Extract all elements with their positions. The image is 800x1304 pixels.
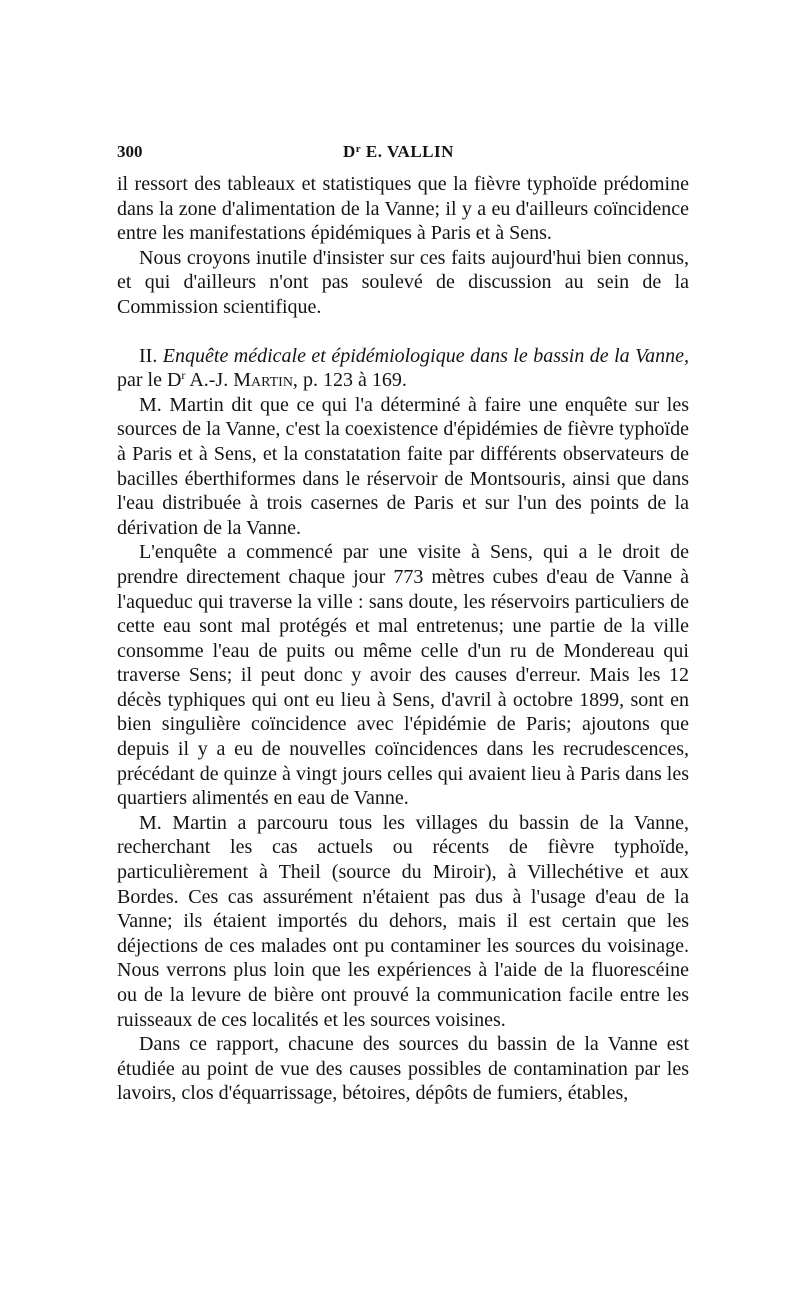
paragraph-commission: Nous croyons inutile d'insister sur ces faits aujourd'hui bien connus, et qui d'ailleurs n'ont pas soulevé de discussion au sein de la Commission scientifique. [117, 246, 689, 318]
author-prefix: D [343, 142, 356, 161]
book-page [117, 142, 689, 1106]
section-heading [117, 344, 689, 393]
paragraph-report: Dans ce rapport, chacune des sources du bassin de la Vanne est étudiée au point de vue des causes possibles de contamination par les lavoirs, clos d'équarrissage, bétoires, dépôts de fumiers, étables, [117, 1033, 689, 1105]
section-number: II. [139, 344, 158, 367]
running-header [117, 142, 689, 172]
paragraph-villages: M. Martin a parcouru tous les villages du bassin de la Vanne, recherchant les cas actuels ou récents de fièvre typhoïde, particulièrement à Theil (source du Miroir), à Villechétive et aux Bordes. Ces cas assurément n'étaient pas dus à l'usage d'eau de la Vanne; ils étaient importés du dehors, mais il est certain que les déjections de ces malades ont pu contaminer les sources du voisinage. Nous verrons plus loin que les expériences à l'aide de la fluorescéine ou de la levure de bière ont prouvé la communication facile entre les ruisseaux de ces localités et les sources voisines. [117, 811, 689, 1031]
section-spacer [117, 320, 689, 344]
section-title: Enquête médicale et épidémiologique dans le bassin de la Vanne, [162, 344, 690, 367]
section-author-name: Martin, [233, 369, 298, 392]
section-by-sup: r [181, 368, 186, 383]
paragraph-martin-intro: M. Martin dit que ce qui l'a déterminé à faire une enquête sur les sources de la Vanne, c'est la coexistence d'épidémies de fièvre typhoïde à Paris et à Sens, et la constatation faite par différents observateurs de bacilles éberthiformes dans le réservoir de Montsouris, ainsi que dans l'eau distribuée à trois casernes de Paris et sur l'un des points de la dérivation de la Vanne. [117, 393, 689, 539]
section-by: par le D [117, 369, 182, 392]
section-author-initials: A.-J. [189, 369, 229, 392]
section-pages: p. 123 à 169. [302, 369, 407, 392]
page-number: 300 [117, 142, 143, 161]
running-title [343, 142, 454, 162]
paragraph-continuation: il ressort des tableaux et statistiques que la fièvre typhoïde prédomine dans la zone d'alimentation de la Vanne; il y a eu d'ailleurs coïncidence entre les manifestations épidémiques à Paris et à Sens. [117, 173, 689, 245]
author-sup: r [355, 143, 362, 155]
author-name: E. VALLIN [365, 142, 454, 161]
paragraph-sens-enquiry: L'enquête a commencé par une visite à Sens, qui a le droit de prendre directement chaque jour 773 mètres cubes d'eau de Vanne à l'aqueduc qui traverse la ville : sans doute, les réservoirs particuliers de cette eau sont mal protégés et mal entretenus; une partie de la ville consomme l'eau de puits ou même celle d'un ru de Mondereau qui traverse Sens; il peut donc y avoir des causes d'erreur. Mais les 12 décès typhiques qui ont eu lieu à Sens, d'avril à octobre 1899, sont en bien singulière coïncidence avec l'épidémie de Paris; ajoutons que depuis il y a eu de nouvelles coïncidences dans les recrudescences, précédant de quinze à vingt jours celles qui avaient lieu à Paris dans les quartiers alimentés en eau de Vanne. [117, 541, 689, 810]
